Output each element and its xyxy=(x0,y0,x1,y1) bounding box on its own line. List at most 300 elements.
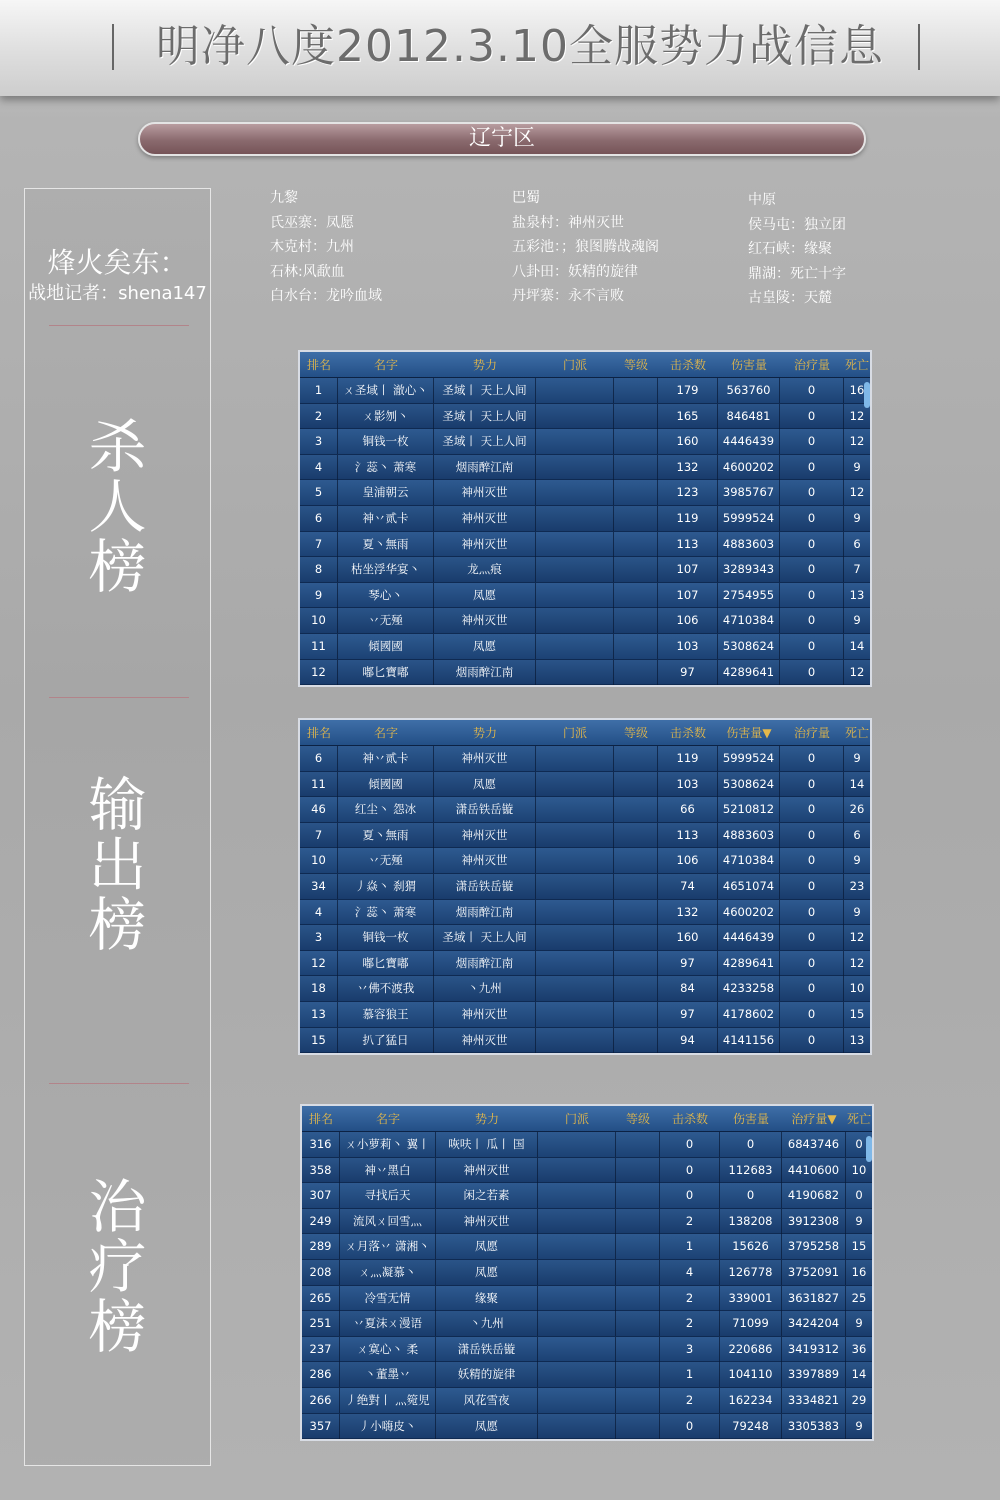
cell-healing: 3397889 xyxy=(782,1362,846,1387)
cell-name: 夏丶無雨 xyxy=(338,823,434,848)
cell-faction: 咴呋丨 瓜丨 国 xyxy=(436,1132,538,1157)
cell-name: 枯坐浮华宴丶 xyxy=(338,557,434,582)
cell-rank: 8 xyxy=(300,557,338,582)
cell-damage: 3985767 xyxy=(718,480,780,505)
zone-line: 盐泉村：神州灭世 xyxy=(512,214,624,231)
cell-deaths: 16 xyxy=(849,383,865,397)
column-header-rank[interactable]: 排名 xyxy=(306,358,331,372)
cell-level xyxy=(614,1002,658,1027)
column-header-sect[interactable]: 门派 xyxy=(564,1112,589,1126)
header xyxy=(0,0,1000,96)
table-row[interactable] xyxy=(300,925,870,951)
kills-ranking-table xyxy=(298,350,872,687)
zone-name: 巴蜀 xyxy=(512,190,540,206)
cell-healing: 0 xyxy=(780,404,844,429)
table-row[interactable] xyxy=(300,746,870,772)
column-header-damage[interactable]: 伤害量 xyxy=(730,358,767,372)
cell-rank: 18 xyxy=(300,976,338,1001)
table-row[interactable] xyxy=(300,1028,870,1054)
cell-faction: 凤愿 xyxy=(434,772,536,797)
cell-faction: 烟雨醉江南 xyxy=(434,455,536,480)
cell-sect xyxy=(538,1132,616,1157)
cell-level xyxy=(616,1183,660,1208)
cell-deaths: 26 xyxy=(849,802,865,817)
cell-healing: 0 xyxy=(780,455,844,480)
cell-rank: 5 xyxy=(300,480,338,505)
cell-kills: 107 xyxy=(658,583,718,608)
cell-faction: 神州灭世 xyxy=(434,746,536,771)
cell-deaths: 6 xyxy=(853,536,861,551)
cell-sect xyxy=(536,455,614,480)
healing-ranking-table xyxy=(300,1104,874,1441)
cell-deaths: 9 xyxy=(855,1316,863,1331)
section-title-char: 榜 xyxy=(88,533,147,601)
cell-sect xyxy=(536,925,614,950)
cell-faction: 烟雨醉江南 xyxy=(434,660,536,685)
cell-healing: 0 xyxy=(780,583,844,608)
cell-kills: 97 xyxy=(658,951,718,976)
cell-faction: 神州灭世 xyxy=(434,532,536,557)
cell-level xyxy=(616,1388,660,1413)
cell-level xyxy=(614,608,658,633)
cell-kills: 106 xyxy=(658,608,718,633)
cell-healing: 3912308 xyxy=(782,1209,846,1234)
cell-rank: 316 xyxy=(302,1132,340,1157)
cell-level xyxy=(614,797,658,822)
cell-kills: 165 xyxy=(658,404,718,429)
cell-kills: 2 xyxy=(660,1286,720,1311)
table-row[interactable] xyxy=(302,1311,872,1337)
cell-name: ㄨ小萝莉丶 翼丨 xyxy=(340,1132,436,1157)
cell-level xyxy=(614,506,658,531)
cell-level xyxy=(614,1028,658,1053)
column-header-kills[interactable]: 击杀数 xyxy=(671,1112,708,1126)
column-header-damage[interactable]: 伤害量▼ xyxy=(726,726,772,740)
cell-sect xyxy=(536,951,614,976)
cell-name: ㄨ月落丷 潇湘丶 xyxy=(340,1234,436,1259)
cell-rank: 34 xyxy=(300,874,338,899)
cell-level xyxy=(614,976,658,1001)
zone-line: 木克村：九州 xyxy=(270,239,354,255)
cell-healing: 0 xyxy=(780,925,844,950)
column-header-rank[interactable]: 排名 xyxy=(306,726,331,740)
cell-damage: 104110 xyxy=(720,1362,782,1387)
cell-name: 丷夏沫ㄨ漫语 xyxy=(340,1311,436,1336)
cell-kills: 132 xyxy=(658,455,718,480)
cell-damage: 4651074 xyxy=(718,874,780,899)
cell-healing: 0 xyxy=(780,557,844,582)
cell-name: 傾國國 xyxy=(338,634,434,659)
cell-damage: 162234 xyxy=(720,1388,782,1413)
cell-name: 皇浦朝云 xyxy=(338,480,434,505)
table-body xyxy=(302,1132,872,1439)
cell-name: 寻找后天 xyxy=(340,1183,436,1208)
column-header-deaths[interactable]: 死亡 xyxy=(844,358,869,372)
cell-healing: 6843746 xyxy=(782,1132,846,1157)
cell-kills: 94 xyxy=(658,1028,718,1053)
cell-level xyxy=(616,1362,660,1387)
cell-name: ㄨ圣域丨 澈心丶 xyxy=(338,378,434,403)
cell-kills: 1 xyxy=(660,1362,720,1387)
cell-rank: 11 xyxy=(300,772,338,797)
column-header-name[interactable]: 名字 xyxy=(375,1112,400,1126)
column-header-name[interactable]: 名字 xyxy=(373,358,398,372)
cell-healing: 0 xyxy=(780,532,844,557)
cell-healing: 0 xyxy=(780,823,844,848)
cell-sect xyxy=(536,429,614,454)
table-row[interactable] xyxy=(300,874,870,900)
sidebar-heading: 烽火矣东： xyxy=(47,246,188,279)
table-row[interactable] xyxy=(300,797,870,823)
cell-rank: 11 xyxy=(300,634,338,659)
cell-rank: 12 xyxy=(300,951,338,976)
cell-deaths: 9 xyxy=(853,510,861,525)
cell-rank: 251 xyxy=(302,1311,340,1336)
scrollbar-thumb[interactable] xyxy=(866,1136,872,1162)
cell-deaths: 13 xyxy=(849,587,865,602)
cell-level xyxy=(614,480,658,505)
cell-faction: 妖精的旋律 xyxy=(436,1362,538,1387)
cell-deaths: 12 xyxy=(849,434,865,449)
column-header-damage[interactable]: 伤害量 xyxy=(732,1112,769,1126)
cell-name: 铜钱一枚 xyxy=(338,925,434,950)
cell-level xyxy=(616,1132,660,1157)
cell-level xyxy=(614,583,658,608)
cell-healing: 0 xyxy=(780,506,844,531)
cell-level xyxy=(616,1209,660,1234)
column-header-name[interactable]: 名字 xyxy=(373,726,398,740)
cell-faction: 凤愿 xyxy=(434,634,536,659)
cell-deaths: 16 xyxy=(851,1264,867,1279)
cell-healing: 4190682 xyxy=(782,1183,846,1208)
cell-deaths: 14 xyxy=(851,1367,867,1382)
cell-healing: 0 xyxy=(780,1028,844,1053)
zone-name: 中原 xyxy=(748,192,776,208)
column-header-level[interactable]: 等级 xyxy=(625,1112,650,1126)
cell-kills: 107 xyxy=(658,557,718,582)
cell-name: 扒了猛日 xyxy=(338,1028,434,1053)
cell-level xyxy=(616,1260,660,1285)
cell-name: 神丷贰卡 xyxy=(338,746,434,771)
cell-rank: 2 xyxy=(300,404,338,429)
cell-healing: 0 xyxy=(780,660,844,685)
table-row[interactable] xyxy=(300,848,870,874)
cell-deaths: 9 xyxy=(853,459,861,474)
cell-healing: 0 xyxy=(780,772,844,797)
sidebar-divider xyxy=(49,697,189,698)
cell-name: 丷无殛 xyxy=(338,608,434,633)
cell-level xyxy=(616,1414,660,1439)
cell-deaths: 0 xyxy=(855,1188,863,1203)
column-header-sect[interactable]: 门派 xyxy=(562,726,587,740)
column-header-healing[interactable]: 治疗量▼ xyxy=(791,1112,837,1126)
table-row[interactable] xyxy=(300,429,870,455)
table-row[interactable] xyxy=(300,1002,870,1028)
column-header-healing[interactable]: 治疗量 xyxy=(793,358,830,372)
table-row[interactable] xyxy=(302,1286,872,1312)
cell-deaths: 12 xyxy=(849,408,865,423)
cell-rank: 10 xyxy=(300,848,338,873)
table-row[interactable] xyxy=(300,583,870,609)
section-title-char: 出 xyxy=(88,831,147,899)
cell-damage: 4883603 xyxy=(718,532,780,557)
cell-damage: 2754955 xyxy=(718,583,780,608)
cell-rank: 249 xyxy=(302,1209,340,1234)
cell-faction: 神州灭世 xyxy=(434,1028,536,1053)
cell-damage: 0 xyxy=(720,1132,782,1157)
section-title-char: 榜 xyxy=(88,1293,147,1361)
table-row[interactable] xyxy=(300,634,870,660)
cell-level xyxy=(616,1286,660,1311)
cell-faction: 凤愿 xyxy=(436,1260,538,1285)
cell-sect xyxy=(536,823,614,848)
section-title-char: 杀 xyxy=(88,413,147,481)
cell-rank: 4 xyxy=(300,900,338,925)
cell-level xyxy=(614,772,658,797)
cell-healing: 3752091 xyxy=(782,1260,846,1285)
section-title-healing xyxy=(25,1173,210,1361)
cell-healing: 3795258 xyxy=(782,1234,846,1259)
cell-kills: 2 xyxy=(660,1388,720,1413)
zone-name: 九黎 xyxy=(270,190,298,206)
cell-faction: 龙灬痕 xyxy=(434,557,536,582)
cell-healing: 0 xyxy=(780,634,844,659)
column-header-healing[interactable]: 治疗量 xyxy=(793,726,830,740)
cell-damage: 5999524 xyxy=(718,506,780,531)
cell-sect xyxy=(536,480,614,505)
section-title-char: 人 xyxy=(88,473,147,541)
table-row[interactable] xyxy=(300,900,870,926)
table-row[interactable] xyxy=(300,506,870,532)
table-row[interactable] xyxy=(300,480,870,506)
table-row[interactable] xyxy=(300,404,870,430)
zone-line: 侯马屯：独立团 xyxy=(748,216,846,233)
cell-deaths: 12 xyxy=(849,485,865,500)
cell-sect xyxy=(536,772,614,797)
cell-name: 丿绝對丨 灬箢児 xyxy=(340,1388,436,1413)
cell-name: 慕容狼王 xyxy=(338,1002,434,1027)
cell-faction: 风花雪夜 xyxy=(436,1388,538,1413)
cell-sect xyxy=(538,1337,616,1362)
zone-line: 石林:风歃血 xyxy=(270,263,345,280)
cell-deaths: 9 xyxy=(855,1418,863,1433)
column-header-deaths[interactable]: 死亡 xyxy=(844,726,869,740)
table-row[interactable] xyxy=(302,1209,872,1235)
table-body xyxy=(300,378,870,685)
table-row[interactable] xyxy=(300,608,870,634)
cell-healing: 0 xyxy=(780,874,844,899)
table-row[interactable] xyxy=(302,1362,872,1388)
cell-sect xyxy=(538,1414,616,1439)
cell-faction: 神州灭世 xyxy=(434,608,536,633)
cell-deaths: 36 xyxy=(851,1341,867,1356)
cell-damage: 126778 xyxy=(720,1260,782,1285)
cell-sect xyxy=(536,874,614,899)
cell-kills: 66 xyxy=(658,797,718,822)
section-title-char: 治 xyxy=(88,1173,147,1241)
cell-rank: 286 xyxy=(302,1362,340,1387)
cell-deaths: 6 xyxy=(853,827,861,842)
cell-kills: 106 xyxy=(658,848,718,873)
cell-faction: 神州灭世 xyxy=(436,1158,538,1183)
cell-damage: 4141156 xyxy=(718,1028,780,1053)
column-header-faction[interactable]: 势力 xyxy=(472,358,497,372)
cell-damage: 5999524 xyxy=(718,746,780,771)
cell-damage: 4600202 xyxy=(718,455,780,480)
cell-deaths: 15 xyxy=(849,1006,865,1021)
cell-kills: 0 xyxy=(660,1414,720,1439)
cell-faction: 缘聚 xyxy=(436,1286,538,1311)
cell-level xyxy=(614,378,658,403)
cell-damage: 4446439 xyxy=(718,429,780,454)
cell-deaths: 13 xyxy=(849,1032,865,1047)
cell-name: 傾國國 xyxy=(338,772,434,797)
column-header-kills[interactable]: 击杀数 xyxy=(669,726,706,740)
cell-rank: 6 xyxy=(300,746,338,771)
cell-name: ㄨ灬凝慕丶 xyxy=(340,1260,436,1285)
cell-rank: 208 xyxy=(302,1260,340,1285)
cell-rank: 10 xyxy=(300,608,338,633)
scrollbar-thumb[interactable] xyxy=(864,382,870,408)
cell-deaths: 14 xyxy=(849,638,865,653)
cell-name: 铜钱一枚 xyxy=(338,429,434,454)
cell-damage: 4289641 xyxy=(718,951,780,976)
cell-damage: 4710384 xyxy=(718,608,780,633)
table-row[interactable] xyxy=(300,976,870,1002)
cell-kills: 160 xyxy=(658,429,718,454)
cell-healing: 3305383 xyxy=(782,1414,846,1439)
cell-sect xyxy=(536,660,614,685)
cell-damage: 846481 xyxy=(718,404,780,429)
zone-line: 氏巫寨：凤愿 xyxy=(270,214,354,231)
table-row[interactable] xyxy=(300,532,870,558)
cell-sect xyxy=(536,404,614,429)
cell-faction: 凤愿 xyxy=(436,1414,538,1439)
table-row[interactable] xyxy=(300,557,870,583)
cell-deaths: 12 xyxy=(849,930,865,945)
zone-line: 红石峡：缘聚 xyxy=(748,241,832,257)
cell-kills: 1 xyxy=(660,1234,720,1259)
cell-damage: 220686 xyxy=(720,1337,782,1362)
table-row[interactable] xyxy=(302,1337,872,1363)
cell-damage: 5308624 xyxy=(718,772,780,797)
title-divider-left xyxy=(112,24,114,70)
table-row[interactable] xyxy=(302,1158,872,1184)
column-header-kills[interactable]: 击杀数 xyxy=(669,358,706,372)
cell-deaths: 9 xyxy=(855,1213,863,1228)
cell-faction: 神州灭世 xyxy=(434,848,536,873)
cell-damage: 4233258 xyxy=(718,976,780,1001)
cell-rank: 1 xyxy=(300,378,338,403)
table-row[interactable] xyxy=(300,772,870,798)
cell-faction: 神州灭世 xyxy=(434,480,536,505)
cell-sect xyxy=(536,532,614,557)
cell-deaths: 7 xyxy=(853,562,861,577)
table-row[interactable] xyxy=(302,1388,872,1414)
cell-sect xyxy=(536,557,614,582)
cell-faction: 神州灭世 xyxy=(434,823,536,848)
cell-rank: 265 xyxy=(302,1286,340,1311)
cell-healing: 0 xyxy=(780,429,844,454)
cell-name: 神丷黑白 xyxy=(340,1158,436,1183)
column-header-faction[interactable]: 势力 xyxy=(472,726,497,740)
cell-faction: 圣域丨 天上人间 xyxy=(434,429,536,454)
column-header-level[interactable]: 等级 xyxy=(623,358,648,372)
cell-faction: 神州灭世 xyxy=(434,506,536,531)
table-row[interactable] xyxy=(302,1260,872,1286)
cell-faction: 潇岳铁岳镟 xyxy=(436,1337,538,1362)
cell-rank: 237 xyxy=(302,1337,340,1362)
cell-rank: 357 xyxy=(302,1414,340,1439)
cell-damage: 3289343 xyxy=(718,557,780,582)
column-header-faction[interactable]: 势力 xyxy=(474,1112,499,1126)
cell-sect xyxy=(538,1158,616,1183)
table-row[interactable] xyxy=(300,455,870,481)
zone-line: 丹坪寨：永不言败 xyxy=(512,288,624,304)
cell-healing: 0 xyxy=(780,951,844,976)
cell-level xyxy=(614,404,658,429)
cell-sect xyxy=(536,583,614,608)
cell-faction: 丶九州 xyxy=(434,976,536,1001)
cell-damage: 0 xyxy=(720,1183,782,1208)
column-header-sect[interactable]: 门派 xyxy=(562,358,587,372)
zone-line: 白水台：龙吟血域 xyxy=(270,288,382,304)
table-row[interactable] xyxy=(302,1234,872,1260)
cell-deaths: 9 xyxy=(853,904,861,919)
page-title: 明净八度2012.3.10全服势力战信息 xyxy=(156,21,884,72)
cell-damage: 5210812 xyxy=(718,797,780,822)
table-row[interactable] xyxy=(300,378,870,404)
table-row[interactable] xyxy=(300,951,870,977)
cell-sect xyxy=(538,1234,616,1259)
cell-kills: 179 xyxy=(658,378,718,403)
cell-damage: 112683 xyxy=(720,1158,782,1183)
cell-rank: 289 xyxy=(302,1234,340,1259)
column-header-deaths[interactable]: 死亡 xyxy=(846,1112,871,1126)
table-row[interactable] xyxy=(302,1183,872,1209)
cell-name: 丷无殛 xyxy=(338,848,434,873)
table-row[interactable] xyxy=(300,660,870,686)
cell-level xyxy=(614,900,658,925)
cell-faction: 闲之若素 xyxy=(436,1183,538,1208)
cell-sect xyxy=(538,1260,616,1285)
cell-sect xyxy=(536,608,614,633)
cell-kills: 84 xyxy=(658,976,718,1001)
table-row[interactable] xyxy=(300,823,870,849)
zone-zhongyuan xyxy=(748,188,846,311)
cell-kills: 3 xyxy=(660,1337,720,1362)
cell-kills: 0 xyxy=(660,1183,720,1208)
cell-rank: 266 xyxy=(302,1388,340,1413)
table-row[interactable] xyxy=(302,1414,872,1440)
section-title-char: 榜 xyxy=(88,891,147,959)
cell-kills: 132 xyxy=(658,900,718,925)
cell-faction: 凤愿 xyxy=(436,1234,538,1259)
table-row[interactable] xyxy=(302,1132,872,1158)
zone-line: 五彩池：；狼图腾战魂阁 xyxy=(512,239,659,255)
cell-faction: 潇岳铁岳镟 xyxy=(434,797,536,822)
cell-sect xyxy=(536,797,614,822)
cell-deaths: 9 xyxy=(853,613,861,628)
column-header-level[interactable]: 等级 xyxy=(623,726,648,740)
cell-sect xyxy=(536,378,614,403)
section-title-char: 疗 xyxy=(88,1233,147,1301)
title-divider-right xyxy=(918,24,920,70)
cell-damage: 4178602 xyxy=(718,1002,780,1027)
cell-level xyxy=(614,746,658,771)
cell-level xyxy=(614,823,658,848)
column-header-rank[interactable]: 排名 xyxy=(308,1112,333,1126)
